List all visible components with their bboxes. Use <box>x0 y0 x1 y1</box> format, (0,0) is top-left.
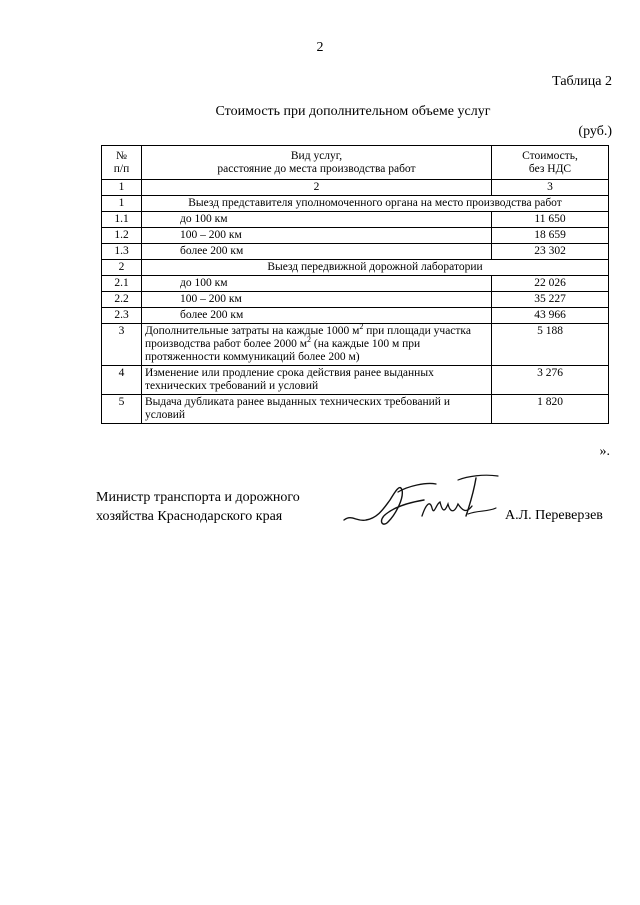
row-cost: 3 276 <box>492 366 609 395</box>
row-cost: 23 302 <box>492 244 609 260</box>
column-index-1: 1 <box>102 180 142 196</box>
table-label: Таблица 2 <box>552 74 612 89</box>
row-label: до 100 км <box>142 212 492 228</box>
header-cost <box>492 146 609 180</box>
header-service-line2: расстояние до места производства работ <box>217 163 416 175</box>
row-label: Изменение или продление срока действия ранее выданных технических требований и условий <box>142 366 492 395</box>
units-label: (руб.) <box>578 124 612 139</box>
table-row <box>102 308 609 324</box>
table-row-extension <box>102 366 609 395</box>
row-label: до 100 км <box>142 276 492 292</box>
page-number: 2 <box>316 40 324 55</box>
row-number: 5 <box>102 395 142 424</box>
header-number-line1: № <box>116 150 127 162</box>
signer-name: А.Л. Переверзев <box>505 508 603 523</box>
column-index-2: 2 <box>142 180 492 196</box>
table-caption: Стоимость при дополнительном объеме услуг <box>215 104 491 119</box>
row3-text-b: при площади участка производства работ более 2000 м <box>145 325 471 350</box>
section-title: Выезд представителя уполномоченного органа на место производства работ <box>142 196 609 212</box>
header-number <box>102 146 142 180</box>
signer-title-line2: хозяйства Краснодарского края <box>96 509 283 524</box>
row-label: 100 – 200 км <box>142 228 492 244</box>
row-label: 100 – 200 км <box>142 292 492 308</box>
table-row <box>102 228 609 244</box>
row-number: 4 <box>102 366 142 395</box>
row-label <box>142 324 492 366</box>
row-label: более 200 км <box>142 308 492 324</box>
row-cost: 11 650 <box>492 212 609 228</box>
table-row <box>102 212 609 228</box>
cost-table <box>101 145 609 424</box>
row-label: Выдача дубликата ранее выданных технических требований и условий <box>142 395 492 424</box>
row-number: 1.3 <box>102 244 142 260</box>
header-cost-line2: без НДС <box>528 163 572 175</box>
closing-quote-mark: ». <box>599 444 610 459</box>
row-cost: 18 659 <box>492 228 609 244</box>
row-cost: 35 227 <box>492 292 609 308</box>
row3-text-c: (на каждые 100 м при протяженности коммуникаций более 200 м) <box>145 338 421 363</box>
header-service <box>142 146 492 180</box>
row3-sup-b: 2 <box>307 335 311 345</box>
row-number: 3 <box>102 324 142 366</box>
table-row <box>102 292 609 308</box>
row-cost: 1 820 <box>492 395 609 424</box>
column-index-3: 3 <box>492 180 609 196</box>
signer-title-line1: Министр транспорта и дорожного <box>96 490 300 505</box>
table-row <box>102 276 609 292</box>
table-header-row <box>102 146 609 180</box>
row-cost: 5 188 <box>492 324 609 366</box>
table-row <box>102 244 609 260</box>
row-number: 2.1 <box>102 276 142 292</box>
row-number: 1 <box>102 196 142 212</box>
section-title: Выезд передвижной дорожной лаборатории <box>142 260 609 276</box>
row-number: 1.2 <box>102 228 142 244</box>
row3-sup-a: 2 <box>359 322 364 332</box>
handwritten-signature <box>338 470 508 535</box>
row-number: 2.3 <box>102 308 142 324</box>
column-index-row <box>102 180 609 196</box>
section-row <box>102 260 609 276</box>
header-cost-line1: Стоимость, <box>522 150 578 162</box>
section-row <box>102 196 609 212</box>
row-number: 2.2 <box>102 292 142 308</box>
row-number: 1.1 <box>102 212 142 228</box>
signer-title <box>96 488 300 526</box>
row-number: 2 <box>102 260 142 276</box>
row-cost: 22 026 <box>492 276 609 292</box>
row-cost: 43 966 <box>492 308 609 324</box>
table-row-additional-costs <box>102 324 609 366</box>
row-label: более 200 км <box>142 244 492 260</box>
header-service-line1: Вид услуг, <box>290 150 343 162</box>
table-row-duplicate <box>102 395 609 424</box>
header-number-line2: п/п <box>113 163 130 175</box>
row3-text-a: Дополнительные затраты на каждые 1000 м <box>145 325 360 337</box>
